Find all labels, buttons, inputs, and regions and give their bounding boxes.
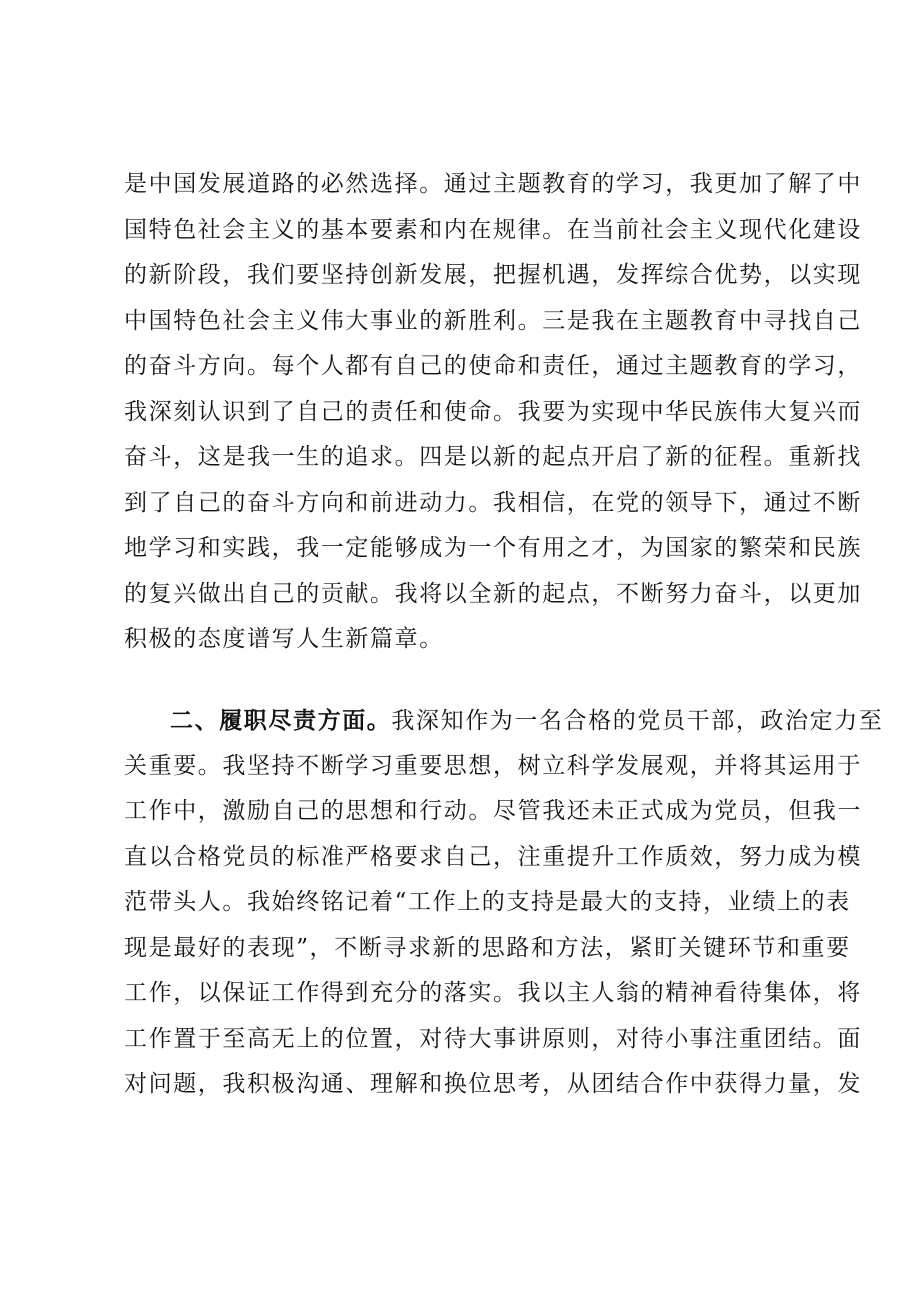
section-duty-performance: [124, 698, 884, 1108]
text-line: 现是最好的表现”，不断寻求新的思路和方法，紧盯关键环节和重要: [124, 934, 851, 961]
text-line: 我深刻认识到了自己的责任和使命。我要为实现中华民族伟大复兴而: [124, 398, 862, 425]
text-line: 的复兴做出自己的贡献。我将以全新的起点，不断努力奋斗，以更加: [124, 580, 862, 607]
text-line: 奋斗，这是我一生的追求。四是以新的起点开启了新的征程。重新找: [124, 444, 862, 470]
text-line: 的新阶段，我们要坚持创新发展，把握机遇，发挥综合优势，以实现: [124, 262, 862, 288]
text-line: 范带头人。我始终铭记着“工作上的支持是最大的支持，业绩上的表: [124, 889, 851, 915]
text-line: 关重要。我坚持不断学习重要思想，树立科学发展观，并将其运用于: [124, 752, 862, 779]
text-line: 国特色社会主义的基本要素和内在规律。在当前社会主义现代化建设: [124, 216, 862, 243]
section-first-line: [124, 698, 884, 744]
text-line-rest: 我深知作为一名合格的党员干部，政治定力至: [391, 708, 884, 734]
text-line: 直以合格党员的标准严格要求自己，注重提升工作质效，努力成为模: [124, 843, 862, 870]
text-line: 积极的态度谱写人生新篇章。: [124, 626, 444, 652]
text-line: 中国特色社会主义伟大事业的新胜利。三是我在主题教育中寻找自己: [124, 307, 862, 334]
text-line: 是中国发展道路的必然选择。通过主题教育的学习，我更加了解了中: [124, 171, 862, 197]
section-heading: 二、履职尽责方面。: [170, 707, 392, 734]
text-line: 工作，以保证工作得到充分的落实。我以主人翁的精神看待集体，将: [124, 980, 862, 1006]
paragraph-continuation: [124, 162, 862, 663]
text-line: 的奋斗方向。每个人都有自己的使命和责任，通过主题教育的学习，: [124, 353, 862, 379]
text-line: 地学习和实践，我一定能够成为一个有用之才，为国家的繁荣和民族: [124, 535, 862, 561]
text-line: 对问题，我积极沟通、理解和换位思考，从团结合作中获得力量，发: [124, 1071, 862, 1097]
text-line: 工作中，激励自己的思想和行动。尽管我还未正式成为党员，但我一: [124, 798, 862, 824]
text-line: 到了自己的奋斗方向和前进动力。我相信，在党的领导下，通过不断: [124, 489, 862, 516]
text-line: 工作置于至高无上的位置，对待大事讲原则，对待小事注重团结。面: [124, 1025, 862, 1052]
